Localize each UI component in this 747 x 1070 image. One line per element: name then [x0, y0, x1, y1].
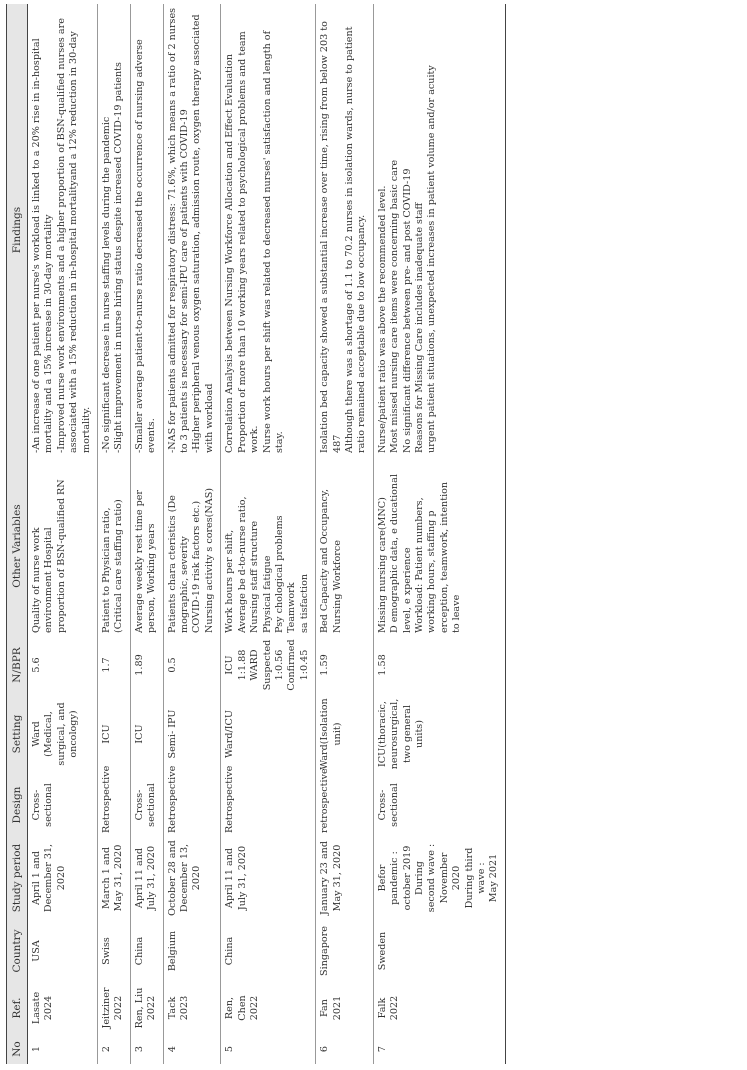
cell-study-period-line: May 31, 2020: [331, 844, 343, 912]
cell-findings-line: -Higher peripheral venous oxygen saturation, admission route, oxygen therapy associated with workload: [191, 14, 215, 453]
cell-nbpr-line: 1:0.45: [298, 649, 310, 681]
cell-other-variables-line: Missing nursing care(MNC): [376, 497, 388, 633]
cell-setting: [98, 694, 131, 774]
cell-findings: [98, 4, 131, 456]
cell-study-period-line: 2020: [55, 865, 67, 891]
cell-setting-line: two general: [401, 705, 413, 763]
cell-ref-line: Ren, Liu: [133, 987, 145, 1029]
cell-ref-line: 2024: [43, 995, 55, 1021]
cell-findings-line: -NAS for patients admitted for respiratory distress: 71.6%, which means a ratio of 2 nurses to 3 patients is necessary for semi-IPU care of patients with COVID-19: [166, 7, 191, 453]
header-no: No: [7, 1034, 28, 1064]
header-study-period: Study period: [7, 836, 28, 920]
cell-study-period: [98, 836, 131, 920]
cell-nbpr-line: Confirmed: [286, 639, 298, 691]
cell-nbpr-line: 1.7: [101, 657, 113, 673]
cell-study-period-line: October 28 and: [166, 840, 178, 916]
cell-ref-line: 2021: [331, 995, 343, 1021]
cell-study-period-line: Befor: [376, 864, 388, 892]
cell-no-value: 2: [101, 1045, 113, 1053]
cell-study-period-line: April 11 and: [224, 847, 236, 909]
cell-other-variables: [221, 456, 316, 636]
cell-no-value: 3: [133, 1045, 145, 1053]
cell-findings-line: Most missed nursing care items were concerning basic care: [389, 159, 401, 453]
cell-no: [221, 1034, 316, 1064]
cell-other-variables-line: Nursing staff structure: [249, 520, 261, 633]
cell-findings-line: -Smaller average patient-to-nurse ratio decreased the occurrence of nursing adverse events.: [133, 39, 158, 453]
cell-other-variables-line: Workload: Patient numbers,: [413, 497, 425, 633]
cell-findings-line: Proportion of more than 10 working years related to psychological problems and team work.: [236, 31, 261, 453]
cell-study-period: [221, 836, 316, 920]
cell-findings-line: No significant difference between pre- and post COVID-19: [401, 168, 413, 453]
cell-study-period: [130, 836, 163, 920]
cell-nbpr: [163, 636, 221, 694]
header-findings: Findings: [7, 4, 28, 456]
cell-setting-line: neurosurgical,: [389, 698, 401, 770]
cell-setting-line: Ward: [31, 721, 42, 747]
cell-nbpr-line: ICU 1:1.88: [224, 649, 248, 681]
cell-nbpr-line: 5.6: [31, 657, 42, 673]
cell-other-variables-line: Physical fatigue: [261, 555, 273, 633]
cell-no: [28, 1034, 98, 1064]
cell-ref-line: Jeitziner: [101, 987, 113, 1029]
cell-nbpr-line: 0.5: [166, 657, 178, 673]
cell-design: [98, 765, 131, 836]
cell-other-variables-line: Quality of nurse work: [31, 527, 42, 633]
cell-study-period: [373, 836, 505, 920]
cell-ref-line: Lasate: [31, 991, 42, 1025]
cell-findings-line: Correlation Analysis between Nursing Workforce Allocation and Effect Evaluation: [224, 53, 236, 453]
cell-country: [98, 920, 131, 982]
cell-no-value: 6: [319, 1045, 331, 1053]
cell-findings-line: -Improved nurse work environments and a higher proportion of BSN-qualified nurses are associated with a 15% reduction in in-hospital mortalityand a 12% reduction in 30-day mortality.: [55, 18, 92, 453]
cell-study-period-line: April 11 and: [133, 847, 145, 909]
cell-ref: [373, 982, 505, 1034]
cell-study-period-line: second wave :: [426, 843, 438, 913]
cell-other-variables: [373, 456, 505, 636]
cell-study-period-line: 2020: [191, 865, 203, 891]
cell-study-period-line: wave :: [476, 862, 487, 894]
cell-study-period-line: pandemic :: [389, 851, 401, 905]
cell-other-variables-line: (Critical care staffing ratio): [113, 499, 125, 633]
cell-setting-line: ICU: [133, 724, 145, 744]
cell-study-period-line: May 2021: [488, 853, 500, 903]
cell-design-line: Retrospective: [224, 765, 236, 833]
cell-setting-line: ICU: [101, 724, 113, 744]
cell-country: [28, 920, 98, 982]
cell-design: [163, 765, 221, 836]
cell-setting-line: (Medical,: [43, 711, 55, 757]
studies-table: [6, 4, 506, 1064]
cell-other-variables-line: Work hours per shift,: [224, 529, 236, 633]
cell-study-period-line: December 31,: [43, 843, 55, 913]
cell-no-value: 7: [376, 1045, 388, 1053]
header-design: Design: [7, 774, 28, 836]
cell-other-variables: [316, 456, 374, 636]
header-country: Country: [7, 920, 28, 982]
cell-study-period: [28, 836, 98, 920]
header-row: [7, 4, 28, 1064]
cell-ref-line: 2023: [179, 995, 191, 1021]
cell-ref-line: 2022: [146, 995, 158, 1021]
cell-findings: [28, 4, 98, 456]
cell-findings-line: -No significant decrease in nurse staffing levels during the pandemic: [101, 116, 113, 453]
header-ref: Ref.: [7, 982, 28, 1034]
cell-study-period: [316, 836, 374, 920]
cell-design: [316, 768, 374, 836]
cell-other-variables-line: Teamwork: [286, 582, 298, 633]
cell-no-value: 5: [224, 1045, 236, 1053]
cell-ref: [163, 982, 221, 1034]
cell-design-line: Cross-: [31, 789, 42, 821]
cell-design-line: sectional: [43, 783, 55, 827]
cell-setting-line: Ward(Isolation: [319, 698, 331, 770]
cell-country: [221, 920, 316, 982]
cell-study-period-line: December 13,: [179, 843, 191, 913]
cell-nbpr-line: 1.58: [376, 654, 388, 676]
cell-other-variables-line: mographic, severity: [179, 536, 191, 633]
header-nbpr: N/BPR: [7, 636, 28, 694]
cell-setting-line: unit): [331, 722, 343, 746]
cell-other-variables-line: D emographic data, e ducational: [389, 474, 401, 633]
table-row: [316, 4, 374, 1064]
cell-no-value: 4: [166, 1045, 178, 1053]
cell-other-variables-line: erception, teamwork, intention: [438, 481, 450, 633]
cell-country-line: Singapore: [319, 926, 331, 976]
cell-design: [28, 774, 98, 836]
cell-other-variables-line: sa tisfaction: [298, 573, 310, 633]
cell-ref: [221, 982, 316, 1034]
cell-ref: [130, 982, 163, 1034]
cell-ref-line: Fan: [319, 999, 331, 1017]
cell-nbpr: [28, 636, 98, 694]
cell-findings: [221, 4, 316, 456]
cell-other-variables-line: COVID-19 risk factors etc.): [191, 500, 203, 633]
cell-findings: [163, 4, 221, 456]
cell-ref-line: Falk: [376, 997, 388, 1019]
cell-other-variables-line: Patient to Physician ratio,: [101, 507, 113, 633]
cell-study-period-line: January 23 and: [319, 841, 331, 915]
table-row: [373, 4, 505, 1064]
cell-setting: [163, 694, 221, 774]
cell-findings: [373, 4, 505, 456]
cell-nbpr-line: 1.89: [133, 654, 145, 676]
cell-other-variables: [163, 456, 221, 636]
cell-country: [163, 920, 221, 982]
cell-findings-line: Isolation bed capacity showed a substantial increase over time, rising from below 203 to 487: [319, 21, 343, 453]
cell-setting-line: Semi- IPU: [166, 709, 178, 759]
cell-findings-line: Nurse work hours per shift was related to decreased nurses' satisfaction and length of stay.: [261, 30, 285, 453]
cell-no: [373, 1034, 505, 1064]
cell-other-variables-line: Average weekly rest time per: [133, 490, 145, 633]
cell-other-variables-line: to leave: [451, 594, 463, 633]
cell-study-period-line: July 31, 2020: [146, 845, 158, 911]
table-body: [28, 4, 506, 1064]
cell-country-line: China: [133, 936, 145, 966]
cell-country-line: USA: [31, 940, 42, 962]
cell-design-line: Cross-: [376, 789, 388, 821]
cell-findings-line: Reasons for Missing Care includes inadequate staff: [413, 202, 425, 453]
cell-country-line: Swiss: [101, 937, 113, 965]
cell-design-line: Retrospective: [101, 765, 113, 833]
cell-nbpr-line: WARD: [249, 649, 261, 681]
cell-other-variables-line: environment Hospital: [43, 527, 55, 633]
cell-findings-line: Although there was a shortage of 1.1 to 70.2 nurses in isolation wards, nurse to patient ratio remained acceptable due to low occupancy.: [343, 26, 368, 453]
cell-no: [130, 1034, 163, 1064]
cell-other-variables-line: Nursing Workforce: [331, 540, 343, 633]
cell-nbpr: [316, 636, 374, 694]
cell-country: [316, 920, 374, 982]
cell-nbpr: [130, 636, 163, 694]
cell-other-variables: [28, 456, 98, 636]
cell-nbpr-line: Suspected: [261, 639, 273, 691]
cell-design-line: sectional: [146, 783, 158, 827]
cell-study-period-line: April 1 and: [31, 850, 42, 906]
cell-study-period-line: March 1 and: [101, 847, 113, 909]
cell-other-variables-line: proportion of BSN-qualified RN: [55, 479, 67, 633]
cell-design: [373, 774, 505, 836]
cell-setting: [28, 694, 98, 774]
cell-country: [373, 920, 505, 982]
cell-setting-line: surgical, and: [55, 702, 67, 766]
cell-nbpr-line: 1.59: [319, 654, 331, 676]
cell-ref-line: Tack: [166, 996, 178, 1020]
cell-study-period: [163, 836, 221, 920]
cell-nbpr: [98, 636, 131, 694]
cell-nbpr: [221, 636, 316, 694]
cell-other-variables-line: Bed Capacity and Occupancy,: [319, 488, 331, 633]
cell-no: [316, 1034, 374, 1064]
cell-other-variables: [130, 456, 163, 636]
cell-other-variables-line: working hours, staffing p: [426, 510, 438, 633]
cell-no-value: 1: [31, 1045, 42, 1053]
header-setting: Setting: [7, 694, 28, 774]
cell-design-line: Cross-: [133, 789, 145, 821]
table-row: [98, 4, 131, 1064]
table-row: [28, 4, 98, 1064]
cell-other-variables-line: Patients chara cteristics (De: [166, 495, 178, 633]
cell-other-variables-line: Psy chological problems: [273, 515, 285, 633]
cell-no: [163, 1034, 221, 1064]
table-row: [221, 4, 316, 1064]
cell-findings-line: -An increase of one patient per nurse's workload is linked to a 20% rise in in-hospital mortality and a 15% increase in 30-day mortality: [31, 38, 55, 453]
cell-setting: [130, 694, 163, 774]
cell-ref: [316, 982, 374, 1034]
cell-setting-line: ICU(thoracic,: [376, 701, 388, 767]
cell-nbpr: [373, 636, 505, 694]
cell-findings-line: Nurse/patient ratio was above the recommended level.: [376, 185, 388, 453]
cell-other-variables-line: Average be d-to-nurse ratio,: [236, 496, 248, 633]
cell-ref-line: 2022: [389, 995, 401, 1021]
cell-other-variables: [98, 456, 131, 636]
cell-country-line: Belgium: [166, 930, 178, 972]
cell-findings: [316, 4, 374, 456]
cell-findings-line: -Slight improvement in nurse hiring status despite increased COVID-19 patients: [113, 62, 125, 453]
cell-ref: [28, 982, 98, 1034]
cell-setting-line: units): [413, 720, 425, 748]
cell-ref-line: 2022: [113, 995, 125, 1021]
cell-other-variables-line: level, e xperience: [401, 547, 413, 633]
cell-study-period-line: october 2019: [401, 845, 413, 911]
cell-design-line: sectional: [389, 783, 401, 827]
cell-study-period-line: November 2020: [438, 852, 463, 904]
cell-setting-line: Ward/ICU: [224, 710, 236, 758]
cell-findings: [130, 4, 163, 456]
cell-ref-line: 2022: [249, 995, 261, 1021]
cell-country-line: Sweden: [376, 931, 388, 971]
cell-no: [98, 1034, 131, 1064]
cell-setting: [316, 694, 374, 774]
header-other-variables: Other Variables: [7, 456, 28, 636]
cell-other-variables-line: person, Working years: [146, 523, 158, 633]
cell-setting-line: oncology): [68, 710, 80, 758]
cell-study-period-line: May 31, 2020: [113, 844, 125, 912]
cell-setting: [373, 694, 505, 774]
cell-study-period-line: During: [413, 861, 425, 895]
cell-design: [221, 765, 316, 836]
cell-other-variables-line: Nursing activity s cores(NAS): [203, 487, 215, 633]
cell-ref-line: Ren, Chen: [224, 995, 248, 1021]
cell-country: [130, 920, 163, 982]
table-row: [130, 4, 163, 1064]
cell-country-line: China: [224, 936, 236, 966]
cell-setting: [221, 694, 316, 774]
cell-ref: [98, 982, 131, 1034]
cell-nbpr-line: 1:0.56: [273, 649, 285, 681]
table-row: [163, 4, 221, 1064]
cell-study-period-line: July 31, 2020: [236, 845, 248, 911]
cell-study-period-line: During third: [463, 847, 475, 909]
cell-design-line: retrospective: [319, 768, 331, 833]
cell-design: [130, 774, 163, 836]
cell-findings-line: urgent patient situations, unexpected increases in patient volume and/or acuity: [426, 65, 438, 453]
cell-design-line: Retrospective: [166, 765, 178, 833]
